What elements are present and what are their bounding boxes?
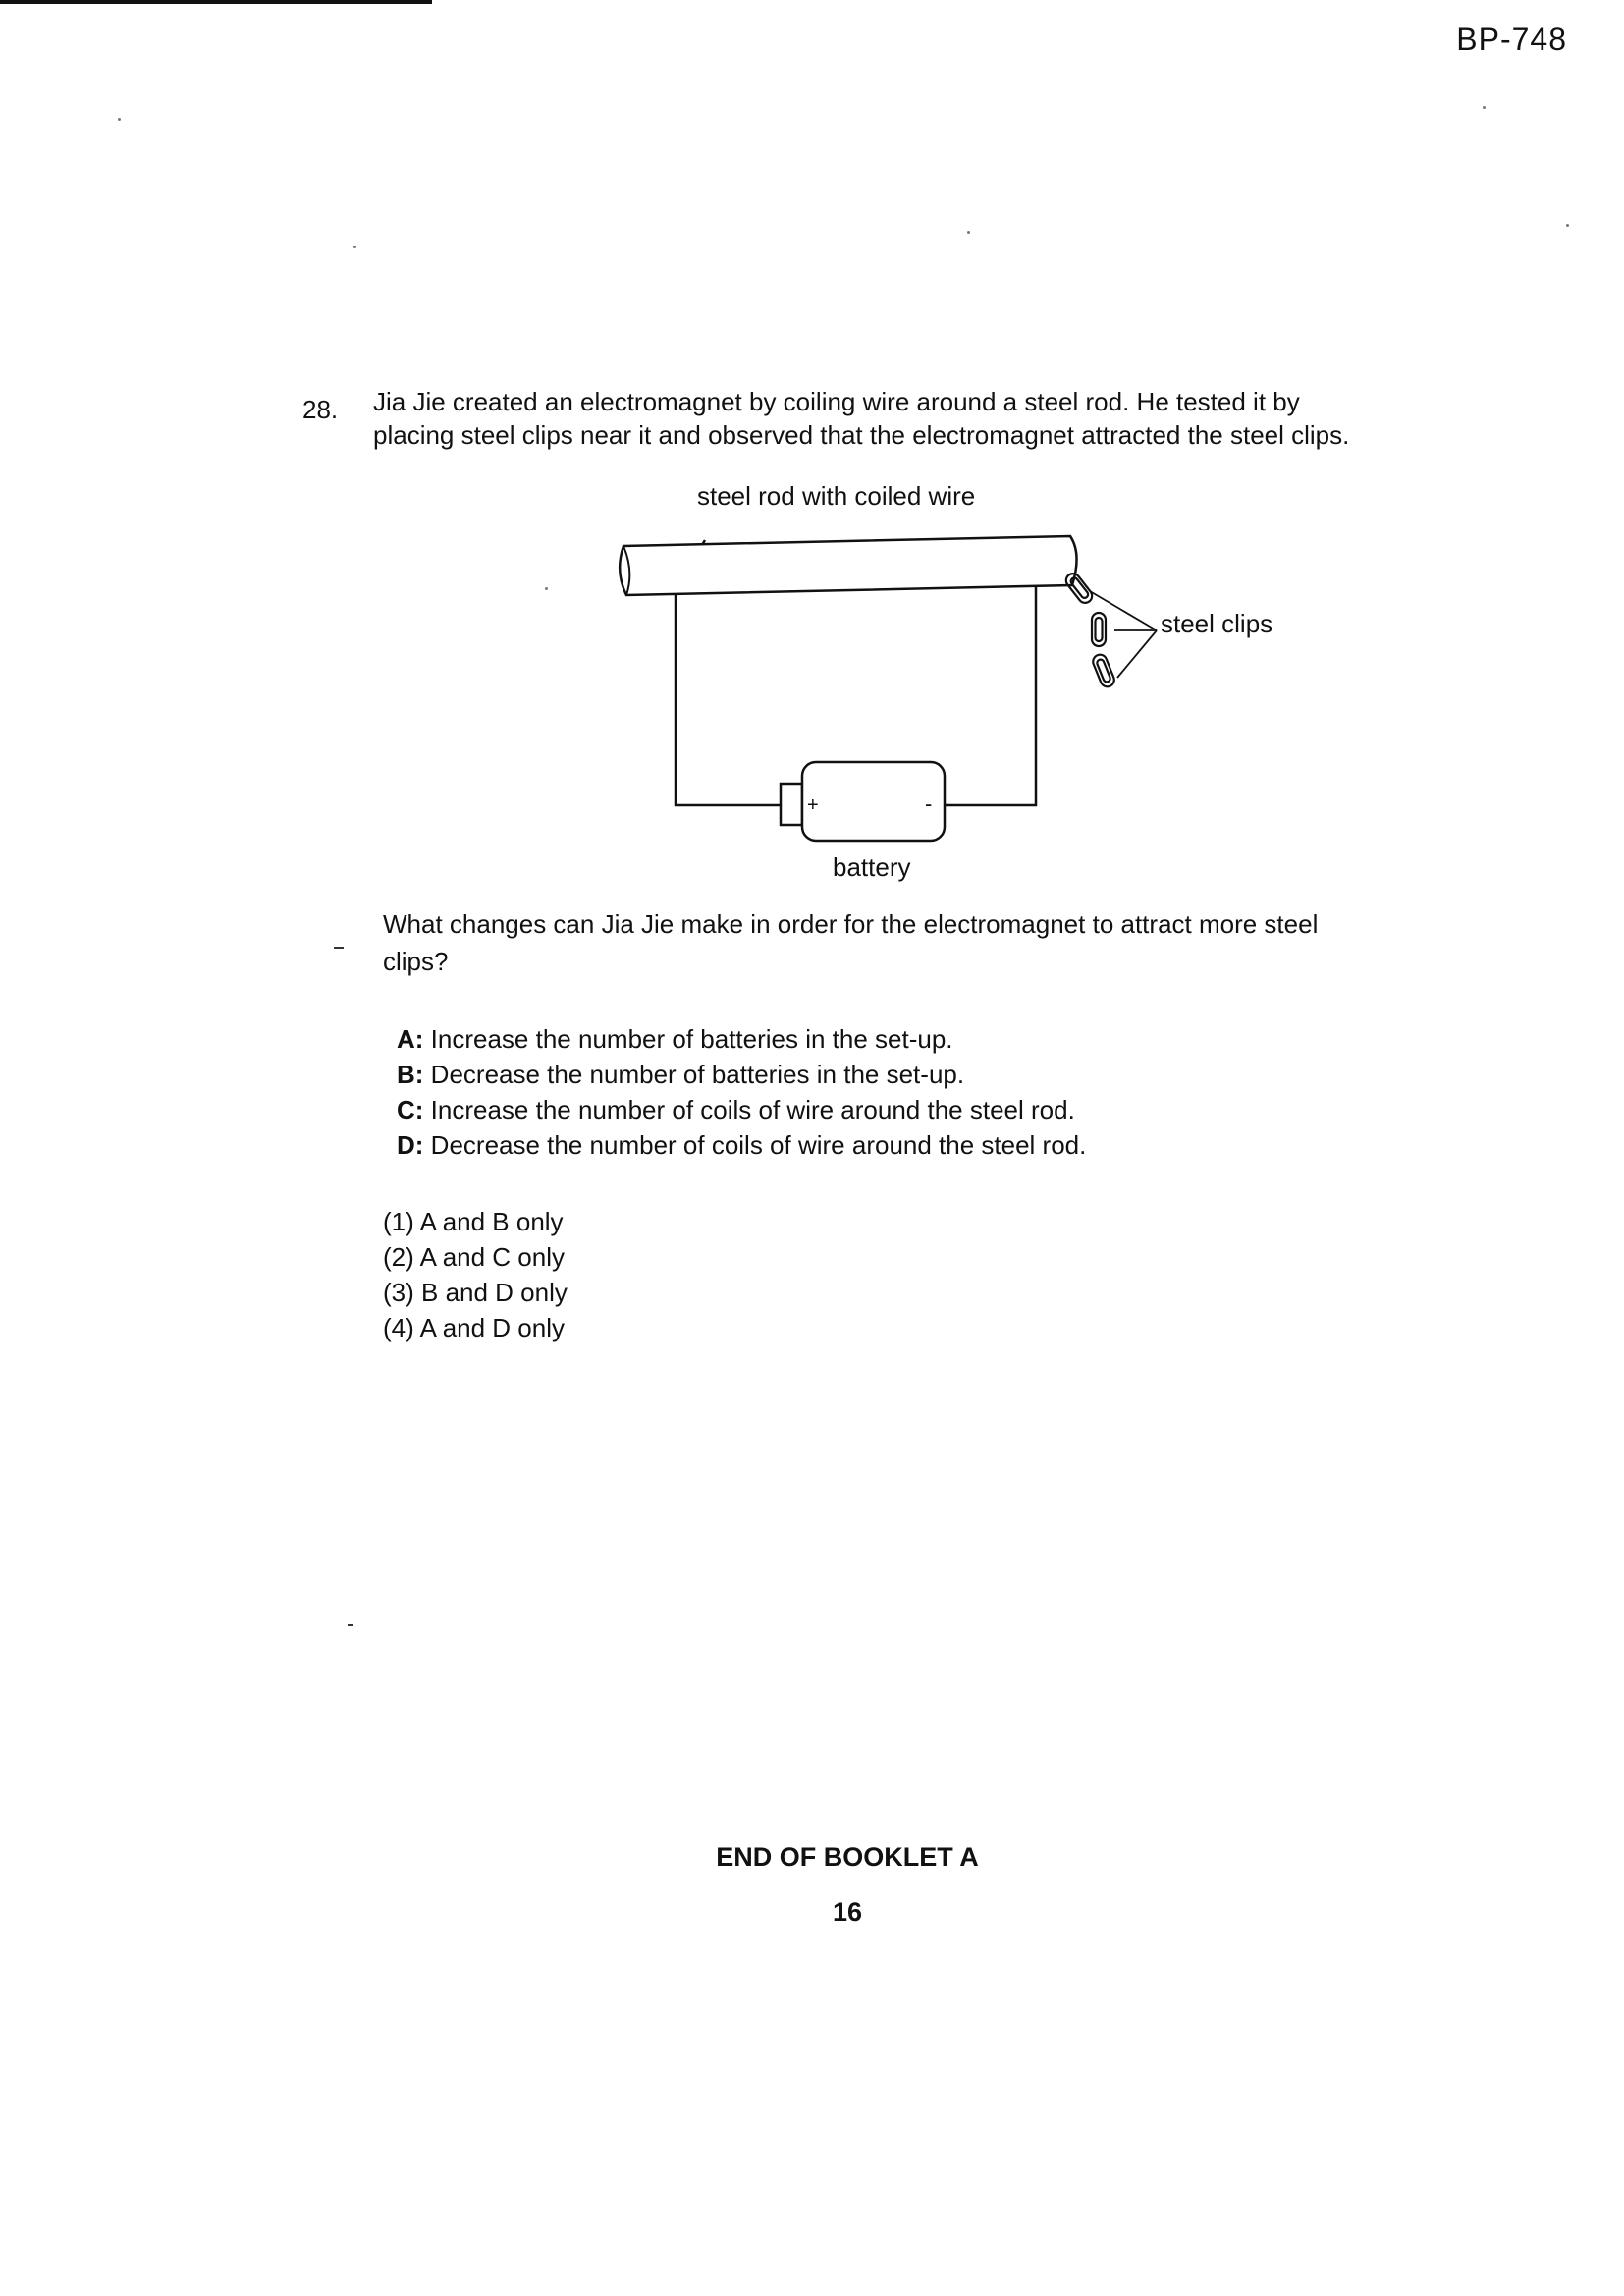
- statement-letter: A:: [397, 1024, 424, 1054]
- question-number: 28.: [302, 395, 339, 424]
- statement-item: [397, 1021, 1086, 1057]
- question-prompt: What changes can Jia Jie make in order for the electromagnet to attract more steel clips?: [383, 909, 1319, 976]
- scan-speck: [1566, 224, 1569, 227]
- circuit-drawing: [579, 481, 1326, 894]
- statement-item: [397, 1127, 1086, 1163]
- statement-list: [397, 1021, 1086, 1163]
- page-number: 16: [832, 1897, 863, 1927]
- statement-letter: B:: [397, 1060, 424, 1089]
- top-rule: [0, 0, 432, 4]
- statement-letter: D:: [397, 1130, 424, 1160]
- electromagnet-diagram: [579, 481, 1326, 894]
- steel-clips: [1063, 571, 1116, 688]
- statement-letter: C:: [397, 1095, 424, 1124]
- statement-item: [397, 1057, 1086, 1092]
- clips-label: steel clips: [1161, 609, 1273, 638]
- battery-plus-sign: +: [807, 794, 819, 816]
- circuit-wire: [1031, 587, 1036, 805]
- battery: [781, 762, 1031, 841]
- document-code: BP-748: [1456, 22, 1567, 57]
- battery-label: battery: [833, 852, 911, 882]
- statement-text: Decrease the number of batteries in the set-up.: [430, 1060, 965, 1089]
- question-stem: Jia Jie created an electromagnet by coiling wire around a steel rod. He tested it by placing steel clips near it and observed that the electromagnet attracted the steel clips.: [373, 387, 1350, 450]
- stray-mark: [334, 947, 344, 949]
- statement-text: Increase the number of batteries in the set-up.: [430, 1024, 953, 1054]
- scan-speck: [545, 587, 548, 590]
- stray-mark: [348, 1624, 353, 1626]
- answer-choice: (1) A and B only: [383, 1207, 564, 1236]
- scan-speck: [1483, 106, 1486, 109]
- scan-speck: [967, 231, 970, 234]
- statement-item: [397, 1092, 1086, 1127]
- clips-pointer-lines: [1090, 591, 1157, 678]
- end-of-booklet-text: END OF BOOKLET A: [716, 1842, 979, 1872]
- statement-text: Increase the number of coils of wire around the steel rod.: [430, 1095, 1075, 1124]
- statement-text: Decrease the number of coils of wire around the steel rod.: [430, 1130, 1087, 1160]
- answer-choice: (2) A and C only: [383, 1242, 565, 1272]
- scan-speck: [353, 246, 356, 248]
- answer-choice: (3) B and D only: [383, 1278, 568, 1307]
- rod-label: steel rod with coiled wire: [697, 481, 976, 511]
- scan-speck: [118, 118, 121, 121]
- answer-choice: (4) A and D only: [383, 1313, 565, 1342]
- answer-choices: [383, 1204, 568, 1345]
- battery-minus-sign: -: [925, 792, 933, 816]
- circuit-wire: [676, 589, 781, 805]
- steel-rod: [620, 536, 1076, 595]
